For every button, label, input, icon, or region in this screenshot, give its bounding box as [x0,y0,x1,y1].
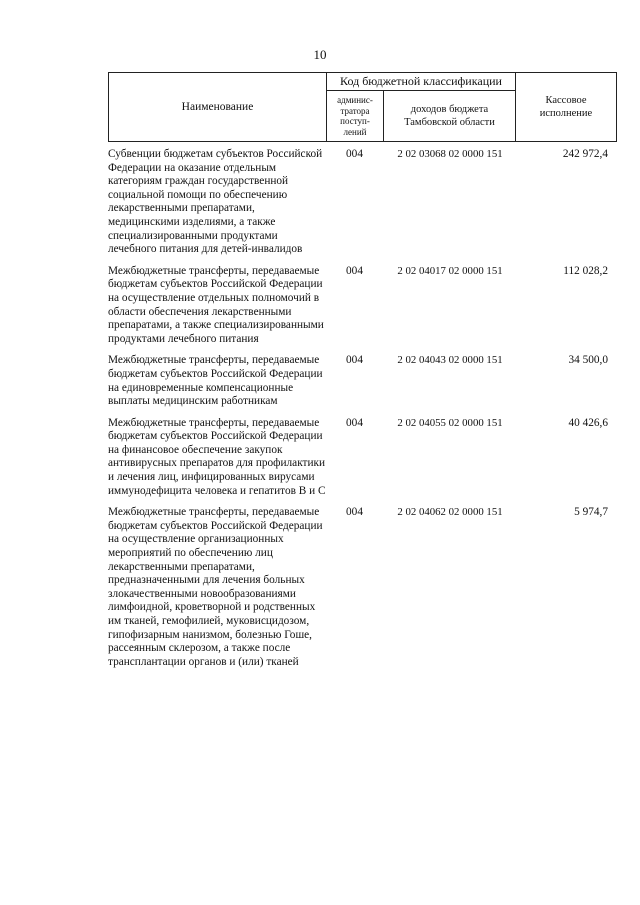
table-row [108,417,616,499]
row-name: Межбюджетные трансферты, передаваемые бюджетам субъектов Российской Федерации на финансовое обеспечение закупок антивирусных препаратов для профилактики и лечения лиц, инфицированных вирусами иммунодефицита человека и гепатитов В и С [108,416,326,497]
row-admin-code: 004 [346,354,363,367]
row-income-code: 2 02 04062 02 0000 151 [397,506,503,519]
row-amount: 5 974,7 [574,506,608,519]
header-cash [516,73,617,142]
header-cash-line-1: Кассовое [545,95,587,106]
header-admin-line-2: тратора [340,105,370,116]
row-name: Субвенции бюджетам субъектов Российской Федерации на оказание отдельным категориям граждан государственной социальной помощи по обеспечению лекарственными препаратами, медицинскими изделиями, а также специализированными продуктами лечебного питания для детей-инвалидов [108,148,323,256]
row-admin-code: 004 [346,416,363,429]
table-row [108,265,616,347]
row-admin-code: 004 [346,148,363,160]
row-name: Межбюджетные трансферты, передаваемые бюджетам субъектов Российской Федерации на единовременные компенсационные выплаты медицинским работникам [108,354,323,408]
header-name: Наименование [109,73,327,142]
table-row [108,354,616,408]
header-admin-line-3: поступ- [340,116,370,126]
row-amount: 40 426,6 [568,416,608,429]
row-admin-code: 004 [346,264,363,277]
table-body [108,148,616,677]
header-income-line-1: доходов бюджета [410,104,489,115]
row-name: Межбюджетные трансферты, передаваемые бюджетам субъектов Российской Федерации на осуществление организационных мероприятий по обеспечению лиц лекарственными препаратами, предназначенными для лечения больных злокачественными новообразованиями лимфоидной, кроветворной и родственных им тканей, гемофилией, муковисцидозом, гипофизарным нанизмом, болезнью Гоше, рассеянным склерозом, а также после трансплантации органов и (или) тканей [108,506,323,668]
header-cash-line-2: исполнение [539,108,593,119]
table-row [108,148,616,257]
header-income [384,91,516,142]
header-admin-line-4: лений [343,126,367,137]
row-income-code: 2 02 04017 02 0000 151 [397,264,503,277]
header-code-group: Код бюджетной классификации [327,73,516,91]
row-income-code: 2 02 04043 02 0000 151 [397,354,503,367]
row-name: Межбюджетные трансферты, передаваемые бюджетам субъектов Российской Федерации на осуществление отдельных полномочий в области обеспечения лекарственными препаратами, а также специализированными продуктами лечебного питания [108,264,324,345]
row-income-code: 2 02 04055 02 0000 151 [397,416,503,429]
header-admin-line-1: админис- [337,95,373,105]
header-income-line-2: Тамбовской области [404,117,495,128]
row-income-code: 2 02 03068 02 0000 151 [397,148,503,160]
row-amount: 242 972,4 [562,148,608,160]
page-number: 10 [313,47,327,62]
table-header [108,72,617,142]
table-row [108,506,616,669]
row-amount: 112 028,2 [563,264,608,277]
row-admin-code: 004 [346,506,363,519]
header-admin [327,91,384,142]
row-amount: 34 500,0 [568,354,608,367]
